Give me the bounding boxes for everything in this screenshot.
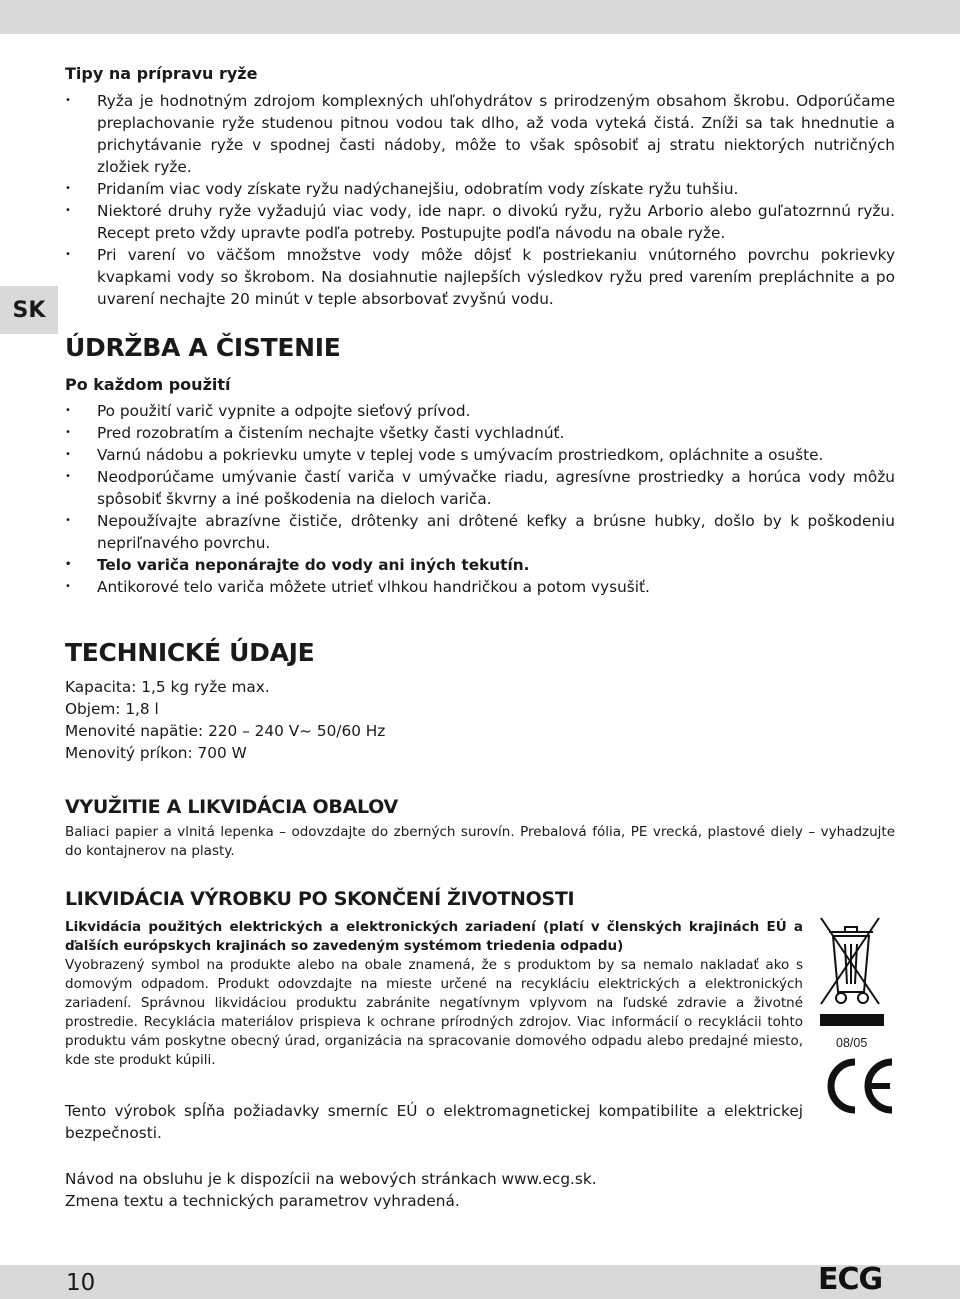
ce-mark-icon: [824, 1058, 896, 1114]
page-number: 10: [66, 1270, 96, 1296]
maintenance-subheading: Po každom použití: [65, 375, 231, 394]
disposal-heading: LIKVIDÁCIA VÝROBKU PO SKONČENÍ ŽIVOTNOSTI: [65, 888, 575, 910]
spec-line: Menovitý príkon: 700 W: [65, 744, 247, 762]
language-tab: SK: [0, 286, 58, 334]
list-item: • Pridaním viac vody získate ryžu nadýchanejšiu, odobratím vody získate ryžu tuhšiu.: [65, 178, 895, 200]
rice-tips-section: [65, 63, 895, 310]
compliance-text: Tento výrobok spĺňa požiadavky smerníc EÚ o elektromagnetickej kompatibilite a elektrickej bezpečnosti.: [65, 1102, 803, 1142]
notes-section: [65, 1168, 895, 1212]
rice-tips-list: [65, 90, 895, 310]
list-item: • Pri varení vo väčšom množstve vody môže dôjsť k postriekaniu vnútorného povrchu pokrievky kvapkami vody so škrobom. Na dosiahnutie najlepších výsledkov ryžu pred varením prepláchnite a po uvarení nechajte 20 minút v teple absorbovať zvyšnú vodu.: [65, 244, 895, 310]
crossed-out-wheelie-bin-icon: [817, 910, 887, 1028]
rice-tips-heading: Tipy na prípravu ryže: [65, 64, 258, 83]
packaging-section: [65, 794, 895, 861]
spec-line: Menovité napätie: 220 – 240 V~ 50/60 Hz: [65, 722, 386, 740]
symbol-date: 08/05: [836, 1036, 868, 1050]
spec-line: Kapacita: 1,5 kg ryže max.: [65, 678, 270, 696]
technical-heading: TECHNICKÉ ÚDAJE: [65, 638, 315, 667]
list-item: • Antikorové telo variča môžete utrieť vlhkou handričkou a potom vysušiť.: [65, 576, 895, 598]
maintenance-list: [65, 400, 895, 598]
warning-item: • Telo variča neponárajte do vody ani iných tekutín.: [65, 554, 895, 576]
list-item: • Neodporúčame umývanie častí variča v umývačke riadu, agresívne prostriedky a horúca vody môžu spôsobiť škvrny a iné poškodenia na dieloch variča.: [65, 466, 895, 510]
disposal-bold-text: Likvidácia použitých elektrických a elektronických zariadení (platí v členských krajinách EÚ a ďalších európskych krajinách so zavedeným systémom triedenia odpadu): [65, 919, 803, 954]
footer-bar: [0, 1265, 960, 1299]
list-item: • Nepoužívajte abrazívne čističe, drôtenky ani drôtené kefky a brúsne hubky, došlo by k poškodeniu nepriľnavého povrchu.: [65, 510, 895, 554]
list-item: • Varnú nádobu a pokrievku umyte v teplej vode s umývacím prostriedkom, opláchnite a osušte.: [65, 444, 895, 466]
packaging-text: Baliaci papier a vlnitá lepenka – odovzdajte do zberných surovín. Prebalová fólia, PE vrecká, plastové diely – vyhadzujte do kontajnerov na plasty.: [65, 824, 895, 859]
maintenance-section: [65, 332, 895, 598]
change-note: Zmena textu a technických parametrov vyhradená.: [65, 1192, 460, 1210]
disposal-text: Vyobrazený symbol na produkte alebo na obale znamená, že s produktom by sa nemalo nakladať ako s domovým odpadom. Produkt odovzdajte na mieste určené na recykláciu elektrických a elektronických zariadení. Správnou likvidáciou produktu zabránite negatívnym vplyvom na ľudské zdravie a životné prostredie. Recyklácia materiálov prispieva k ochrane prírodných zdrojov. Viac informácií o recyklácii tohto produktu vám poskytne obecný úrad, organizácia na spracovanie domového odpadu alebo predajné miesto, kde ste produkt kúpili.: [65, 957, 803, 1068]
compliance-section: [65, 1100, 895, 1144]
maintenance-heading: ÚDRŽBA A ČISTENIE: [65, 333, 341, 362]
disposal-text-block: [65, 918, 803, 1070]
manual-note: Návod na obsluhu je k dispozícii na webových stránkach www.ecg.sk.: [65, 1170, 597, 1188]
list-item: • Pred rozobratím a čistením nechajte všetky časti vychladnúť.: [65, 422, 895, 444]
packaging-heading: VYUŽITIE A LIKVIDÁCIA OBALOV: [65, 796, 398, 818]
brand-logo: ECG: [818, 1262, 883, 1297]
list-item: • Ryža je hodnotným zdrojom komplexných uhľohydrátov s prirodzeným obsahom škrobu. Odporúčame preplachovanie ryže studenou pitnou vodou tak dlho, až voda vyteká čistá. Zníži sa tak hnednutie a prichytávanie ryže v spodnej časti nádoby, môže to však spôsobiť aj stratu niektorých nutričných zložiek ryže.: [65, 90, 895, 178]
list-item: • Po použití varič vypnite a odpojte sieťový prívod.: [65, 400, 895, 422]
list-item: • Niektoré druhy ryže vyžadujú viac vody, ide napr. o divokú ryžu, ryžu Arborio alebo guľatozrnnú ryžu. Recept preto vždy upravte podľa potreby. Postupujte podľa návodu na obale ryže.: [65, 200, 895, 244]
page-content: [65, 63, 895, 1212]
technical-section: [65, 637, 895, 764]
header-bar: [0, 0, 960, 34]
spec-line: Objem: 1,8 l: [65, 700, 159, 718]
disposal-section: [65, 886, 895, 1070]
